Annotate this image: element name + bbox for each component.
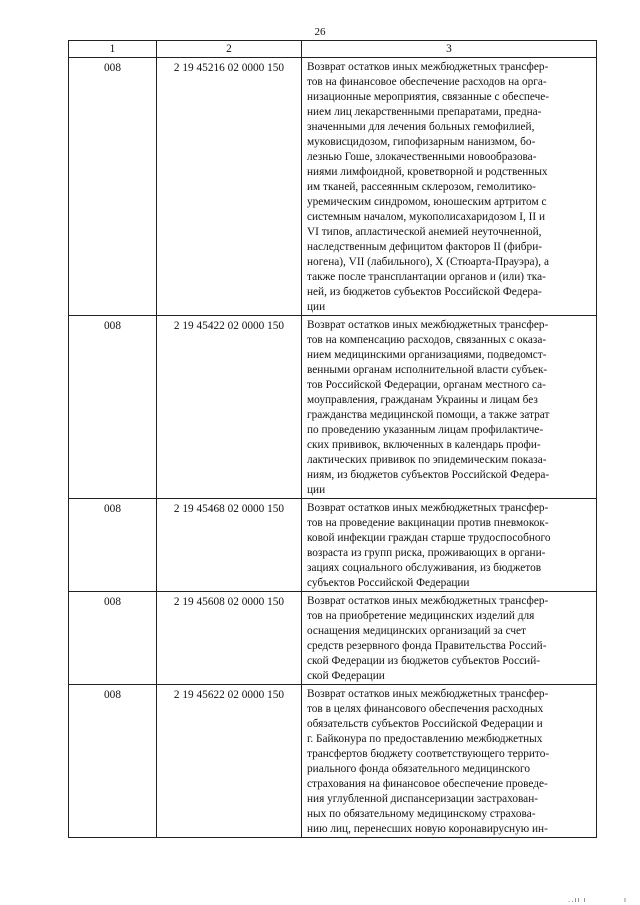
table-row — [69, 685, 597, 838]
income-name-line: средств резервного фонда Правительства Россий- — [307, 640, 547, 652]
income-name-line: тов на компенсацию расходов, связанных с оказа- — [307, 334, 547, 346]
income-name-line: ных по обязательному медицинскому страхова- — [307, 808, 536, 820]
income-name-cell — [302, 58, 597, 316]
table-row — [69, 316, 597, 499]
income-name-line: тов в целях финансового обеспечения расходных — [307, 703, 544, 715]
income-name-line: Возврат остатков иных межбюджетных трансфер- — [307, 502, 549, 514]
budget-code-cell: 2 19 45422 02 0000 150 — [157, 316, 302, 499]
income-name-line: ской Федерации — [307, 670, 385, 682]
income-name-cell — [302, 685, 597, 838]
income-name-line: тов на приобретение медицинских изделий для — [307, 610, 535, 622]
income-name-line: оснащения медицинских организаций за счет — [307, 625, 526, 637]
income-name-line: ногена), VII (лабильного), X (Стюарта-Прауэра), а — [307, 256, 549, 268]
budget-code-cell: 2 19 45622 02 0000 150 — [157, 685, 302, 838]
income-name-line: ковой инфекции граждан старше трудоспособного — [307, 532, 551, 544]
budget-code-cell: 2 19 45468 02 0000 150 — [157, 499, 302, 592]
income-name-line: возраста из групп риска, проживающих в органи- — [307, 547, 546, 559]
income-name-line: ниями лимфоидной, кроветворной и родственных — [307, 166, 548, 178]
income-name-line: страхования на финансовое обеспечение проведе- — [307, 778, 548, 790]
chapter-code-cell: 008 — [69, 316, 157, 499]
table-body — [69, 58, 597, 838]
table-header-row — [69, 41, 597, 58]
chapter-code-cell: 008 — [69, 58, 157, 316]
table-row — [69, 499, 597, 592]
column-header-3: 3 — [302, 41, 597, 58]
income-name-line: ской Федерации из бюджетов субъектов Россий- — [307, 655, 541, 667]
income-name-line: тов Российской Федерации, органам местного са- — [307, 379, 546, 391]
income-name-line: лактических прививок по эпидемическим показа- — [307, 454, 547, 466]
income-name-line: ции — [307, 301, 326, 313]
income-name-line: венными органам исполнительной власти субъек- — [307, 364, 548, 376]
income-name-line: ских прививок, включенных в календарь профи- — [307, 439, 541, 451]
income-name-line: нию лиц, перенесших новую коронавирусную ин- — [307, 823, 548, 835]
income-name-line: им тканей, рассеянным склерозом, гемолитико- — [307, 181, 536, 193]
table-row — [69, 58, 597, 316]
income-name-line: также после трансплантации органов и (или) тка- — [307, 271, 546, 283]
income-name-line: зациях социального обслуживания, из бюджетов — [307, 562, 542, 574]
income-name-line: уремическим синдромом, юношеским артритом с — [307, 196, 547, 208]
income-name-line: ции — [307, 484, 326, 496]
chapter-code-cell: 008 — [69, 592, 157, 685]
income-name-line: системным началом, мукополисахаридозом I, II и — [307, 211, 546, 223]
income-name-line: нием медицинскими организациями, подведомст- — [307, 349, 547, 361]
income-name-line: лезнью Гоше, злокачественными новообразова- — [307, 151, 537, 163]
income-name-line: ния углубленной диспансеризации застрахован- — [307, 793, 538, 805]
column-header-1: 1 — [69, 41, 157, 58]
income-name-line: по проведению указанным лицам профилактиче- — [307, 424, 544, 436]
income-name-line: Возврат остатков иных межбюджетных трансфер- — [307, 61, 549, 73]
chapter-code-cell: 008 — [69, 499, 157, 592]
income-name-line: низационные мероприятия, связанные с обеспече- — [307, 91, 550, 103]
chapter-code-cell: 008 — [69, 685, 157, 838]
income-name-line: Возврат остатков иных межбюджетных трансфер- — [307, 319, 549, 331]
budget-code-cell: 2 19 45216 02 0000 150 — [157, 58, 302, 316]
column-header-2: 2 — [157, 41, 302, 58]
income-name-line: ней, из бюджетов субъектов Российской Федера- — [307, 286, 542, 298]
footer-mark: ..ıı ı — [568, 896, 587, 904]
income-name-line: г. Байконура по предоставлению межбюджетных — [307, 733, 543, 745]
income-name-line: наследственным дефицитом факторов II (фибри- — [307, 241, 543, 253]
budget-classification-table — [68, 40, 597, 838]
footer-mark-right: ı — [624, 896, 626, 904]
income-name-line: Возврат остатков иных межбюджетных трансфер- — [307, 595, 549, 607]
income-name-line: ниям, из бюджетов субъектов Российской Федера- — [307, 469, 550, 481]
income-name-line: тов на финансовое обеспечение расходов на орга- — [307, 76, 547, 88]
page-number: 26 — [314, 26, 326, 38]
income-name-line: нием лиц лекарственными препаратами, предна- — [307, 106, 542, 118]
income-name-cell — [302, 592, 597, 685]
income-name-line: муковисцидозом, гипофизарным нанизмом, бо- — [307, 136, 536, 148]
income-name-line: Возврат остатков иных межбюджетных трансфер- — [307, 688, 549, 700]
budget-code-cell: 2 19 45608 02 0000 150 — [157, 592, 302, 685]
income-name-cell — [302, 499, 597, 592]
income-name-line: риального фонда обязательного медицинского — [307, 763, 530, 775]
income-name-line: тов на проведение вакцинации против пневмокок- — [307, 517, 549, 529]
income-name-line: обязательств субъектов Российской Федерации и — [307, 718, 543, 730]
income-name-line: VI типов, апластической анемией неуточненной, — [307, 226, 542, 238]
income-name-line: трансфертов бюджету соответствующего террито- — [307, 748, 550, 760]
income-name-line: значенными для лечения больных гемофилией, — [307, 121, 535, 133]
income-name-line: субъектов Российской Федерации — [307, 577, 470, 589]
income-name-line: моуправления, гражданам Украины и лицам без — [307, 394, 538, 406]
table-row — [69, 592, 597, 685]
income-name-cell — [302, 316, 597, 499]
income-name-line: гражданства медицинской помощи, а также затрат — [307, 409, 550, 421]
